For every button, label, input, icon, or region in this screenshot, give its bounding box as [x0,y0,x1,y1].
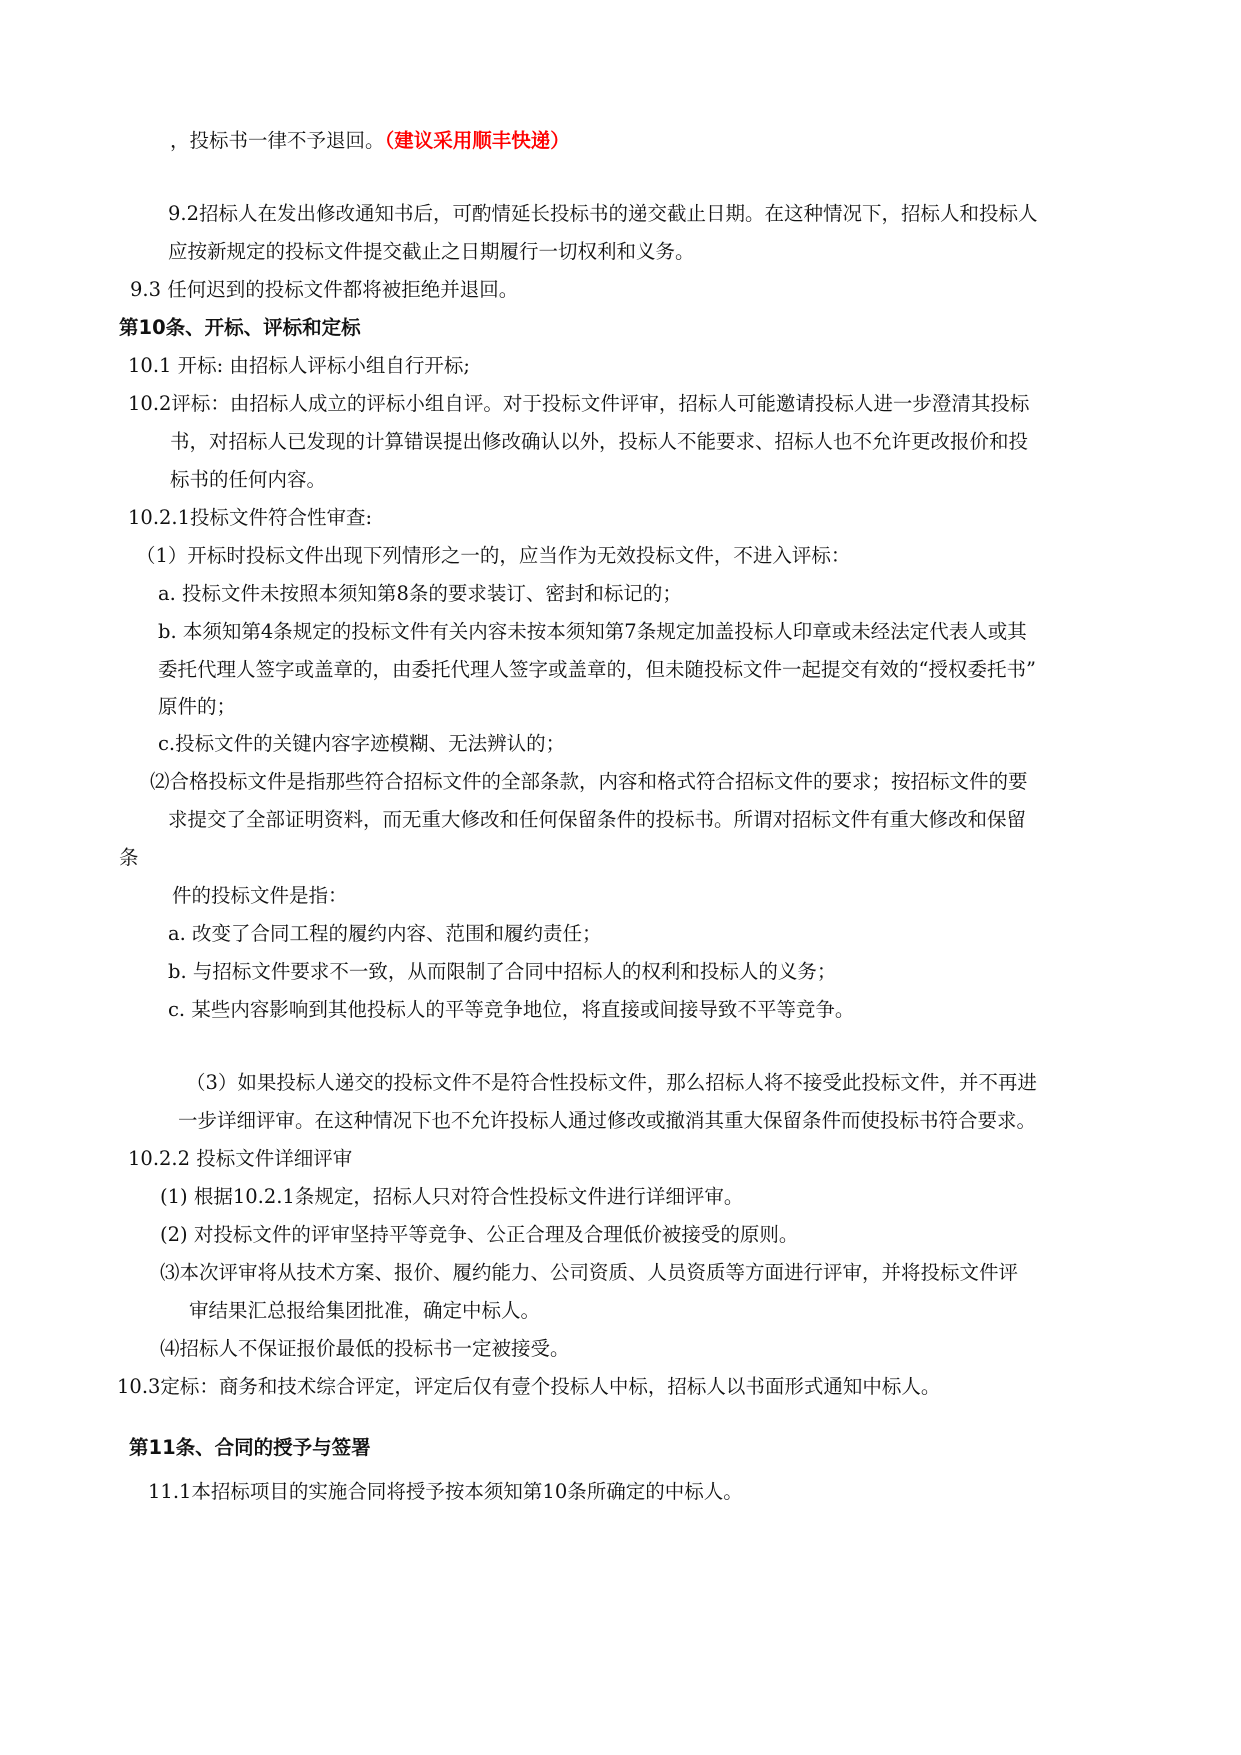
paragraph-line [170,128,570,154]
paragraph-line: 9.2招标人在发出修改通知书后，可酌情延长投标书的递交截止日期。在这种情况下，招标人和投标人 [168,202,1038,225]
list-item: ⑷招标人不保证报价最低的投标书一定被接受。 [160,1337,570,1360]
paragraph-line: 10.2.2 投标文件详细评审 [128,1147,353,1170]
paragraph-line: 9.3 任何迟到的投标文件都将被拒绝并退回。 [130,278,519,301]
paragraph-line: 11.1本招标项目的实施合同将授予按本须知第10条所确定的中标人。 [148,1480,743,1503]
paragraph-line: 10.3定标：商务和技术综合评定，评定后仅有壹个投标人中标，招标人以书面形式通知中标人。 [117,1375,941,1398]
list-item: c. 某些内容影响到其他投标人的平等竞争地位，将直接或间接导致不平等竞争。 [168,998,855,1021]
paragraph-line: 件的投标文件是指： [172,884,348,907]
paragraph-line: 委托代理人签字或盖章的，由委托代理人签字或盖章的，但未随投标文件一起提交有效的“授权委托书” [158,658,1036,681]
list-item: b. 本须知第4条规定的投标文件有关内容未按本须知第7条规定加盖投标人印章或未经法定代表人或其 [158,620,1027,643]
section-heading: 第10条、开标、评标和定标 [119,316,361,339]
paragraph-line: 10.2.1投标文件符合性审查: [128,506,373,529]
list-item: b. 与招标文件要求不一致，从而限制了合同中招标人的权利和投标人的义务； [168,960,837,983]
list-item: ⑶本次评审将从技术方案、报价、履约能力、公司资质、人员资质等方面进行评审，并将投标文件评 [160,1261,1019,1284]
section-heading: 第11条、合同的授予与签署 [129,1436,371,1459]
paragraph-line: ⑵合格投标文件是指那些符合招标文件的全部条款，内容和格式符合招标文件的要求；按招标文件的要 [150,770,1028,793]
list-item: a. 改变了合同工程的履约内容、范围和履约责任； [168,922,602,945]
paragraph-line: 求提交了全部证明资料，而无重大修改和任何保留条件的投标书。所谓对招标文件有重大修改和保留 [168,808,1027,831]
text-run: ，投标书一律不予退回。 [170,129,385,152]
list-item: (2) 对投标文件的评审坚持平等竞争、公正合理及合理低价被接受的原则。 [160,1223,799,1246]
paragraph-line: 10.1 开标: 由招标人评标小组自行开标; [128,354,470,377]
paragraph-line: （1）开标时投标文件出现下列情形之一的，应当作为无效投标文件，不进入评标： [136,544,851,567]
paragraph-line: 原件的； [158,695,237,718]
paragraph-line: 书，对招标人已发现的计算错误提出修改确认以外，投标人不能要求、招标人也不允许更改报价和投 [170,430,1029,453]
paragraph-line: 标书的任何内容。 [170,468,327,491]
paragraph-line: 条 [119,846,139,869]
list-item: a. 投标文件未按照本须知第8条的要求装订、密封和标记的； [158,582,682,605]
list-item: (1) 根据10.2.1条规定，招标人只对符合性投标文件进行详细评审。 [160,1185,744,1208]
paragraph-line: 10.2评标：由招标人成立的评标小组自评。对于投标文件评审，招标人可能邀请投标人进一步澄清其投标 [128,392,1030,415]
highlighted-note: （建议采用顺丰快递） [384,129,570,152]
paragraph-line: （3）如果投标人递交的投标文件不是符合性投标文件，那么招标人将不接受此投标文件，并不再进 [186,1071,1037,1094]
paragraph-line: 审结果汇总报给集团批准，确定中标人。 [189,1299,541,1322]
paragraph-line: 一步详细评审。在这种情况下也不允许投标人通过修改或撤消其重大保留条件而使投标书符合要求。 [178,1109,1037,1132]
paragraph-line: 应按新规定的投标文件提交截止之日期履行一切权利和义务。 [168,240,695,263]
list-item: c.投标文件的关键内容字迹模糊、无法辨认的； [158,732,566,755]
